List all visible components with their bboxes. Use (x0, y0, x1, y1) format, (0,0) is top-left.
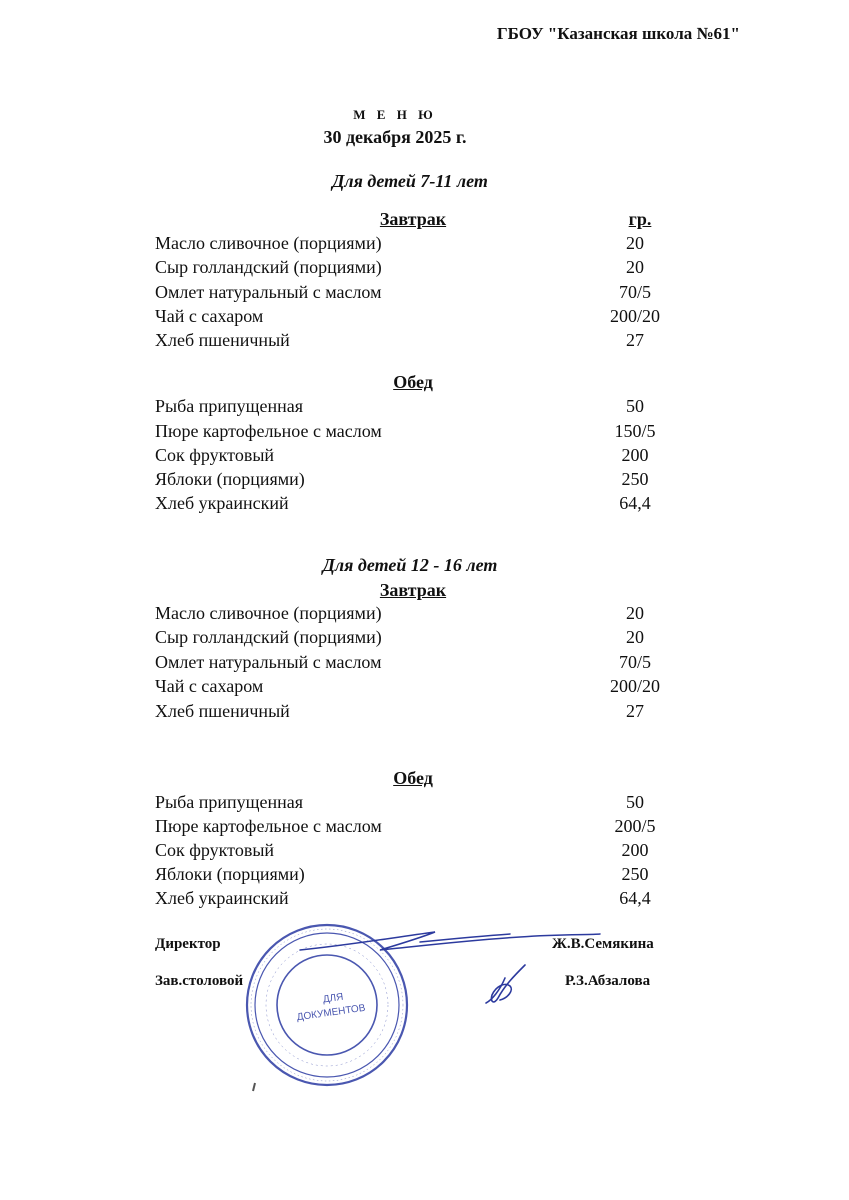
dish-weight: 150/5 (614, 421, 656, 441)
dish-name: Сок фруктовый (155, 840, 275, 860)
unit-heading: гр. (628, 209, 652, 229)
dish-name: Чай с сахаром (155, 306, 264, 326)
stamp-center-text-2: ДОКУМЕНТОВ (296, 1002, 367, 1024)
dish-weight: 20 (626, 233, 644, 253)
dish-weight: 64,4 (619, 888, 651, 908)
dish-weight: 20 (626, 257, 644, 277)
breakfast-heading: Завтрак (379, 209, 447, 229)
school-name: ГБОУ "Казанская школа №61" (496, 24, 740, 43)
age-group-12-16: Для детей 12 - 16 лет (322, 555, 498, 575)
dish-name: Хлеб пшеничный (155, 701, 290, 721)
dish-weight: 200/20 (609, 306, 660, 326)
dish-weight: 20 (626, 627, 644, 647)
age-group-7-11: Для детей 7-11 лет (332, 171, 488, 191)
dish-weight: 27 (626, 330, 644, 350)
dish-name: Масло сливочное (порциями) (155, 233, 382, 253)
dish-weight: 20 (626, 603, 644, 623)
dish-name: Хлеб пшеничный (155, 330, 290, 350)
dish-name: Сок фруктовый (155, 445, 275, 465)
dish-weight: 200/20 (609, 676, 660, 696)
menu-date: 30 декабря 2025 г. (323, 127, 467, 147)
canteen-role: Зав.столовой (155, 973, 244, 989)
director-role: Директор (155, 936, 221, 952)
dish-name: Рыба припущенная (155, 396, 304, 416)
dish-weight: 50 (626, 396, 644, 416)
lunch-heading: Обед (393, 372, 433, 392)
dish-name: Яблоки (порциями) (155, 469, 305, 489)
canteen-name: Р.З.Абзалова (565, 973, 651, 989)
dish-weight: 200 (621, 445, 649, 465)
canteen-signature (486, 965, 525, 1003)
dish-name: Хлеб украинский (155, 493, 289, 513)
dish-weight: 70/5 (618, 652, 651, 672)
dish-name: Масло сливочное (порциями) (155, 603, 382, 623)
dish-weight: 27 (626, 701, 644, 721)
dish-weight: 64,4 (619, 493, 651, 513)
ink-speck (253, 1083, 255, 1091)
menu-heading: М Е Н Ю (353, 107, 437, 122)
lunch-heading: Обед (393, 768, 433, 788)
dish-name: Пюре картофельное с маслом (155, 816, 382, 836)
dish-name: Яблоки (порциями) (155, 864, 305, 884)
dish-weight: 50 (626, 792, 644, 812)
dish-weight: 250 (621, 864, 649, 884)
dish-name: Хлеб украинский (155, 888, 289, 908)
dish-name: Чай с сахаром (155, 676, 264, 696)
director-name: Ж.В.Семякина (552, 936, 654, 952)
stamp-center-text-1: ДЛЯ (322, 991, 345, 1006)
dish-name: Рыба припущенная (155, 792, 304, 812)
dish-weight: 200/5 (614, 816, 656, 836)
dish-name: Сыр голландский (порциями) (155, 627, 382, 647)
breakfast-heading: Завтрак (379, 580, 447, 600)
dish-name: Омлет натуральный с маслом (155, 652, 382, 672)
dish-weight: 70/5 (618, 282, 651, 302)
dish-weight: 200 (621, 840, 649, 860)
dish-weight: 250 (621, 469, 649, 489)
dish-name: Омлет натуральный с маслом (155, 282, 382, 302)
dish-name: Сыр голландский (порциями) (155, 257, 382, 277)
dish-name: Пюре картофельное с маслом (155, 421, 382, 441)
